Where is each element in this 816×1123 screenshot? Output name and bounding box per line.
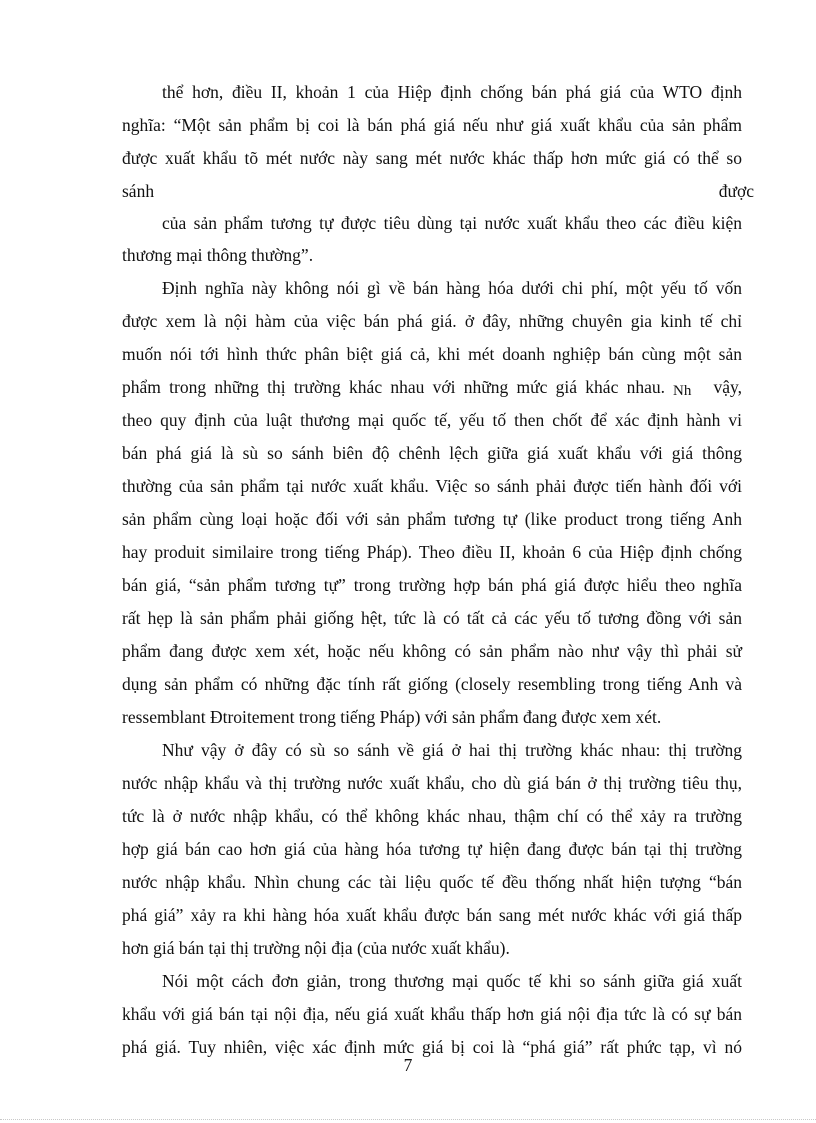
text-line: thể hơn, điều II, khoản 1 của Hiệp định chống bán phá giá của WTO định [162,82,742,102]
text-line: phẩm đang được xem xét, hoặc nếu không có sản phẩm nào như vậy thì phải sử [122,641,742,661]
text-line: rất hẹp là sản phẩm phải giống hệt, tức là có tất cả các yếu tố tương đồng với sản [122,608,742,628]
text-line: được xuất khẩu tõ mét nước này sang mét nước khác thấp hơn mức giá có thể so [122,148,742,168]
text-line: muốn nói tới hình thức phân biệt giá cả, khi mét doanh nghiệp bán cùng một sản [122,344,742,364]
text-line: bán phá giá là sù so sánh biên độ chênh lệch giữa giá xuất khẩu với giá thông [122,443,742,463]
text-line: phá giá” xảy ra khi hàng hóa xuất khẩu được bán sang mét nước khác với giá thấp [122,905,742,925]
text-line: Định nghĩa này không nói gì về bán hàng hóa dưới chi phí, một yếu tố vốn [162,278,742,298]
text-line: sản phẩm cùng loại hoặc đối với sản phẩm tương tự (like product trong tiếng Anh [122,509,742,529]
text-line: thường của sản phẩm tại nước xuất khẩu. Việc so sánh phải được tiến hành đối với [122,476,742,496]
text-line: thương mại thông thường”. [122,245,314,265]
text-line: được [718,181,754,201]
text-line: nước nhập khẩu. Nhìn chung các tài liệu quốc tế đều thống nhất hiện tượng “bán [122,872,742,892]
text-line: Nói một cách đơn giản, trong thương mại quốc tế khi so sánh giữa giá xuất [162,971,742,991]
text-line: ressemblant Đtroitement trong tiếng Pháp) với sản phẩm đang được xem xét. [122,707,662,727]
text-line: khẩu với giá bán tại nội địa, nếu giá xuất khẩu thấp hơn giá nội địa tức là có sự bán [122,1004,742,1024]
text-line: vậy, [713,377,742,397]
text-line: sánh [122,181,155,201]
text-line: theo quy định của luật thương mại quốc tế, yếu tố then chốt để xác định hành vi [122,410,742,430]
text-line: hợp giá bán cao hơn giá của hàng hóa tương tự hiện đang được bán tại thị trường [122,839,742,859]
text-line: Nh [673,383,692,399]
text-line: hay produit similaire trong tiếng Pháp). Theo điều II, khoản 6 của Hiệp định chống [122,542,742,562]
page-bottom-divider [0,1119,816,1120]
text-line: phá giá. Tuy nhiên, việc xác định mức giá bị coi là “phá giá” rất phức tạp, vì nó [122,1037,742,1057]
page-number: 7 [403,1055,413,1075]
text-line: của sản phẩm tương tự được tiêu dùng tại nước xuất khẩu theo các điều kiện [162,213,742,233]
text-line: hơn giá bán tại thị trường nội địa (của nước xuất khẩu). [122,938,510,958]
text-line: Như vậy ở đây có sù so sánh về giá ở hai thị trường khác nhau: thị trường [162,740,742,760]
text-line: tức là ở nước nhập khẩu, có thể không khác nhau, thậm chí có thể xảy ra trường [122,806,742,826]
text-line: nghĩa: “Một sản phẩm bị coi là bán phá giá nếu như giá xuất khẩu của sản phẩm [122,115,742,135]
text-line: dụng sản phẩm có những đặc tính rất giống (closely resembling trong tiếng Anh và [122,674,742,694]
text-line: phẩm trong những thị trường khác nhau với những mức giá khác nhau. [122,377,665,397]
text-line: bán giá, “sản phẩm tương tự” trong trường hợp bán phá giá được hiểu theo nghĩa [122,575,742,595]
text-line: nước nhập khẩu và thị trường nước xuất khẩu, cho dù giá bán ở thị trường tiêu thụ, [122,773,742,793]
text-line: được xem là nội hàm của việc bán phá giá. ở đây, những chuyên gia kinh tế chỉ [122,311,742,331]
